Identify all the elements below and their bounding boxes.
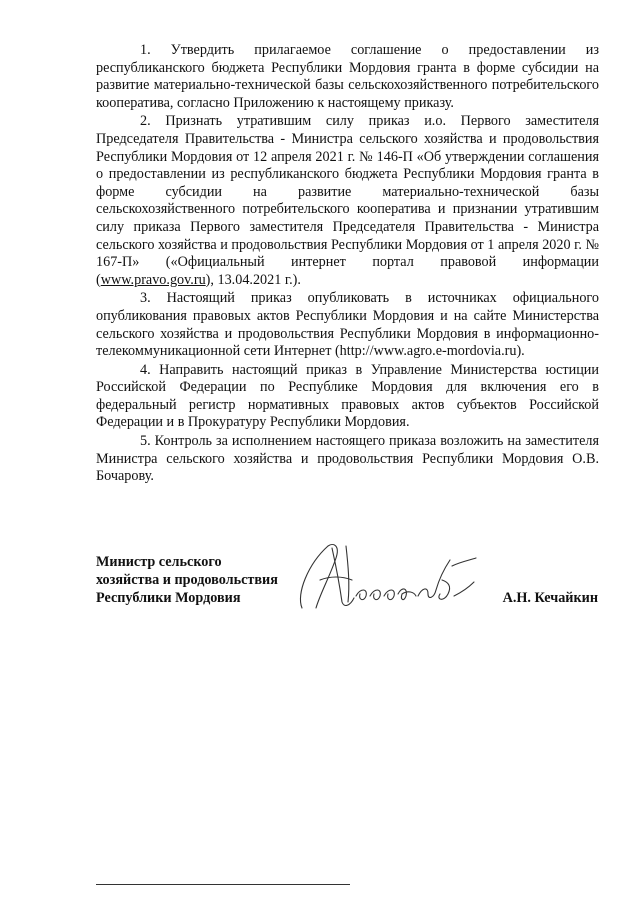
order-body bbox=[96, 42, 599, 486]
pravo-gov-link[interactable]: www.pravo.gov.ru bbox=[100, 271, 206, 288]
handwritten-signature bbox=[290, 536, 480, 616]
footnote-divider bbox=[96, 884, 350, 885]
paragraph-2 bbox=[96, 113, 599, 289]
paragraph-3: 3. Настоящий приказ опубликовать в источниках официального опубликования правовых актов Республики Мордовия и на сайте Министерства сельского хозяйства и продовольствия Республики Мордовия в информационно-телекоммуникационной сети Интернет (http://www.agro.e-mordovia.ru). bbox=[96, 290, 599, 360]
paragraph-4: 4. Направить настоящий приказ в Управление Министерства юстиции Российской Федерации по Республике Мордовия для включения его в федеральный регистр нормативных правовых актов субъектов Российской Федерации и в Прокуратуру Республики Мордовия. bbox=[96, 361, 599, 431]
signatory-title bbox=[96, 553, 278, 607]
signatory-name: А.Н. Кечайкин bbox=[502, 590, 598, 606]
paragraph-5: 5. Контроль за исполнением настоящего приказа возложить на заместителя Министра сельского хозяйства и продовольствия Республики Мордовия О.В. Бочарову. bbox=[96, 433, 599, 485]
signatory-title-line-2: хозяйства и продовольствия bbox=[96, 572, 278, 588]
signatory-title-line-1: Министр сельского bbox=[96, 554, 222, 570]
paragraph-2-text: 2. Признать утратившим силу приказ и.о. Первого заместителя Председателя Правительства - Министра сельского хозяйства и продовольствия Республики Мордовия от 12 апреля 2021 г. № 146-П «Об утверждении соглашения о предоставлении из республиканского бюджета Республики Мордовия гранта в форме субсидии на развитие материально-технической базы сельскохозяйственного потребительского кооператива и признании утратившим силу приказа Первого заместителя Председателя Правительства - Министра сельского хозяйства и продовольствия Республики Мордовия от 1 апреля 2020 г. № 167-П» («Официальный интернет портал правовой информации ( bbox=[96, 113, 599, 288]
paragraph-2-text-end: ), 13.04.2021 г.). bbox=[205, 271, 301, 288]
signatory-title-line-3: Республики Мордовия bbox=[96, 590, 241, 606]
paragraph-1: 1. Утвердить прилагаемое соглашение о предоставлении из республиканского бюджета Республики Мордовия гранта в форме субсидии на развитие материально-технической базы сельскохозяйственного потребительского кооператива, согласно Приложению к настоящему приказу. bbox=[96, 42, 599, 111]
